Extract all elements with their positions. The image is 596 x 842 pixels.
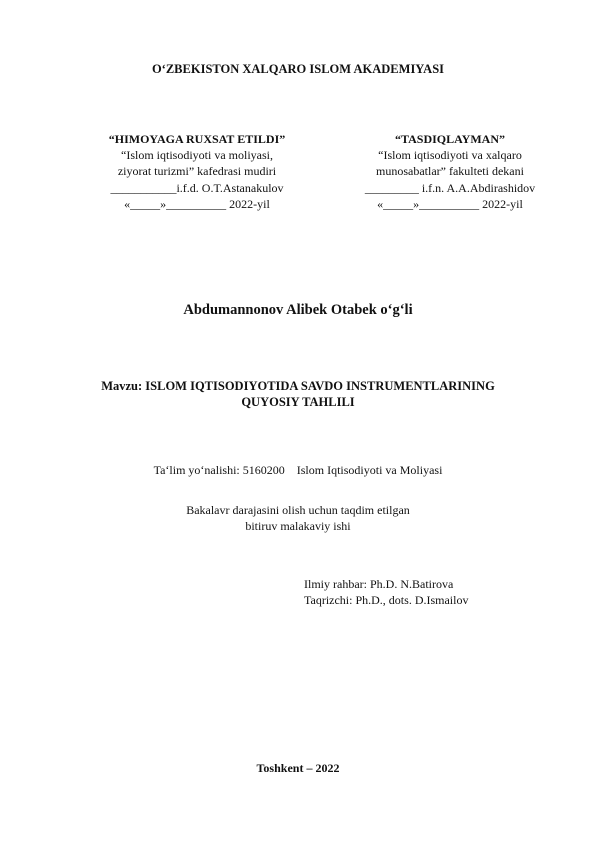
topic-block [0, 378, 596, 410]
supervisor: Ilmiy rahbar: Ph.D. N.Batirova [304, 577, 454, 591]
approval-right-block [335, 131, 565, 212]
approval-left-line: ziyorat turizmi” kafedrasi mudiri [117, 164, 277, 179]
approval-left-title: “HIMOYAGA RUXSAT ETILDI” [108, 132, 286, 146]
author-name: Abdumannonov Alibek Otabek o‘g‘li [183, 302, 413, 318]
study-direction: Ta‘lim yo‘nalishi: 5160200 Islom Iqtisodiyoti va Moliyasi [153, 463, 443, 477]
approval-left-line: “Islom iqtisodiyoti va moliyasi, [121, 148, 273, 163]
footer-city-year: Toshkent – 2022 [256, 761, 340, 775]
approval-left-signature-line: ___________i.f.d. O.T.Astanakulov [110, 180, 284, 195]
degree-line: Bakalavr darajasini olish uchun taqdim etilgan [186, 503, 410, 517]
reviewer: Taqrizchi: Ph.D., dots. D.Ismailov [304, 593, 469, 607]
topic-line: QUYOSIY TAHLILI [241, 395, 355, 409]
approval-left-date-line: «_____»__________ 2022-yil [124, 196, 270, 211]
approval-right-line: “Islom iqtisodiyoti va xalqaro [378, 148, 522, 163]
degree-block [0, 502, 596, 534]
approval-right-title: “TASDIQLAYMAN” [394, 132, 505, 146]
approval-right-date-line: «_____»__________ 2022-yil [377, 196, 523, 211]
approval-left-block [82, 131, 312, 212]
advisors-block [304, 576, 468, 608]
academy-title: O‘ZBEKISTON XALQARO ISLOM AKADEMIYASI [151, 62, 445, 76]
approval-right-line: munosabatlar” fakulteti dekani [376, 164, 524, 179]
topic-line: Mavzu: ISLOM IQTISODIYOTIDA SAVDO INSTRUMENTLARINING [101, 379, 495, 393]
degree-line: bitiruv malakaviy ishi [245, 519, 351, 533]
approval-right-signature-line: _________ i.f.n. A.A.Abdirashidov [364, 180, 536, 195]
